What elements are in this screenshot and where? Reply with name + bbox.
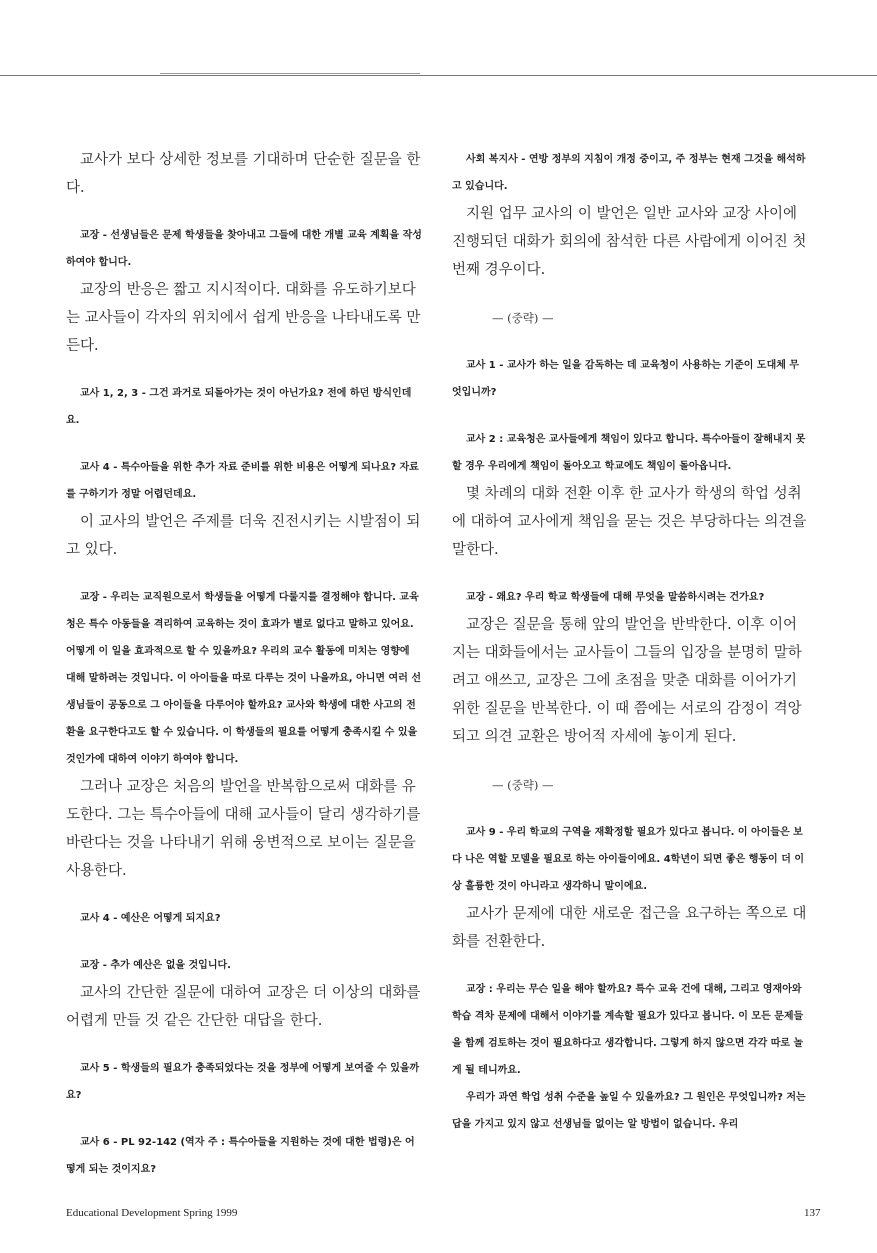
spacer xyxy=(452,284,808,304)
spacer xyxy=(452,956,808,976)
spacer xyxy=(452,799,808,819)
dialogue-paragraph: 교사 1, 2, 3 - 그건 과거로 되돌아가는 것이 아닌가요? 전에 하던 방식인데요. xyxy=(66,388,412,426)
narrative-paragraph: 교사가 보다 상세한 정보를 기대하며 단순한 질문을 한다. xyxy=(66,152,421,196)
omission-mark: — (중략) — xyxy=(492,778,554,792)
dialogue-paragraph: 교사 2 : 교육청은 교사들에게 책임이 있다고 합니다. 특수아들이 잘해내지 못할 경우 우리에게 책임이 돌아오고 학교에도 책임이 돌아옵니다. xyxy=(452,434,806,472)
spacer xyxy=(66,360,422,380)
spacer xyxy=(452,406,808,426)
narrative-paragraph: 이 교사의 발언은 주제를 더욱 진전시키는 시발점이 되고 있다. xyxy=(66,514,421,558)
header-rule xyxy=(0,75,877,76)
dialogue-paragraph: 우리가 과연 학업 성취 수준을 높일 수 있을까요? 그 원인은 무엇입니까? 저는 답을 가지고 있지 않고 선생님들 없이는 알 방법이 없습니다. 우리 xyxy=(452,1092,806,1130)
spacer xyxy=(66,885,422,905)
dialogue-paragraph: 사회 복지사 - 연방 정부의 지침이 개정 중이고, 주 정부는 현재 그것을 해석하고 있습니다. xyxy=(452,154,806,192)
left-column xyxy=(66,146,422,1183)
dialogue-paragraph: 교장 - 선생님들은 문제 학생들을 찾아내고 그들에 대한 개별 교육 계획을 작성하여야 합니다. xyxy=(66,230,422,268)
dialogue-paragraph: 교장 : 우리는 무슨 일을 해야 할까요? 특수 교육 건에 대해, 그리고 영재아와 학습 격차 문제에 대해서 이야기를 계속할 필요가 있다고 봅니다. 이 모든 문제들을 함께 검토하는 것이 필요하다고 생각합니다. 그렇게 하지 않으면 각각 따로 놀게 될 테니까요. xyxy=(452,984,804,1076)
narrative-paragraph: 그러나 교장은 처음의 발언을 반복함으로써 대화를 유도한다. 그는 특수아들에 대해 교사들이 달리 생각하기를 바란다는 것을 나타내기 위해 웅변적으로 보이는 질문을 사용한다. xyxy=(66,779,421,879)
narrative-paragraph: 교장은 질문을 통해 앞의 발언을 반박한다. 이후 이어지는 대화들에서는 교사들이 그들의 입장을 분명히 말하려고 애쓰고, 교장은 그에 초점을 맞춘 대화를 이어가기 위한 질문을 반복한다. 이 때 쯤에는 서로의 감정이 격앙되고 의견 교환은 방어적 자세에 놓이게 된다. xyxy=(452,617,802,745)
spacer xyxy=(66,932,422,952)
dialogue-paragraph: 교장 - 왜요? 우리 학교 학생들에 대해 무엇을 말씀하시려는 건가요? xyxy=(466,592,765,603)
dialogue-paragraph: 교장 - 추가 예산은 없을 것입니다. xyxy=(80,960,231,971)
omission-mark: — (중략) — xyxy=(492,311,554,325)
dialogue-paragraph: 교사 4 - 예산은 어떻게 되지요? xyxy=(80,913,221,924)
header-rule-accent xyxy=(160,73,420,74)
spacer xyxy=(66,1109,422,1129)
narrative-paragraph: 지원 업무 교사의 이 발언은 일반 교사와 교장 사이에 진행되던 대화가 회의에 참석한 다른 사람에게 이어진 첫 번째 경우이다. xyxy=(452,206,807,278)
dialogue-paragraph: 교사 5 - 학생들의 필요가 충족되었다는 것을 정부에 어떻게 보여줄 수 있을까요? xyxy=(66,1063,420,1101)
dialogue-paragraph: 교사 1 - 교사가 하는 일을 감독하는 데 교육청이 사용하는 기준이 도대체 무엇입니까? xyxy=(452,360,800,398)
narrative-paragraph: 교사가 문제에 대한 새로운 접근을 요구하는 쪽으로 대화를 전환한다. xyxy=(452,906,807,950)
dialogue-paragraph: 교사 9 - 우리 학교의 구역을 재확정할 필요가 있다고 봅니다. 이 아이들은 보다 나은 역할 모델을 필요로 하는 아이들이에요. 4학년이 되면 좋은 행동이 더 이상 훌륭한 것이 아니라고 생각하니 말이에요. xyxy=(452,827,804,892)
spacer xyxy=(66,1035,422,1055)
journal-footer: Educational Development Spring 1999 xyxy=(66,1207,238,1219)
dialogue-paragraph: 교사 4 - 특수아들을 위한 추가 자료 준비를 위한 비용은 어떻게 되나요? 자료를 구하기가 정말 어렵던데요. xyxy=(66,462,419,500)
spacer xyxy=(452,332,808,352)
spacer xyxy=(66,202,422,222)
narrative-paragraph: 몇 차례의 대화 전환 이후 한 교사가 학생의 학업 성취에 대하여 교사에게 책임을 묻는 것은 부당하다는 의견을 말한다. xyxy=(452,486,807,558)
narrative-paragraph: 교장의 반응은 짧고 지시적이다. 대화를 유도하기보다는 교사들이 각자의 위치에서 쉽게 반응을 나타내도록 만든다. xyxy=(66,282,421,354)
spacer xyxy=(452,751,808,771)
spacer xyxy=(66,434,422,454)
page-number: 137 xyxy=(804,1207,821,1219)
dialogue-paragraph: 교사 6 - PL 92-142 (역자 주 : 특수아들을 지원하는 것에 대한 법령)은 어떻게 되는 것이지요? xyxy=(66,1137,415,1175)
spacer xyxy=(66,564,422,584)
narrative-paragraph: 교사의 간단한 질문에 대하여 교장은 더 이상의 대화를 어렵게 만들 것 같은 간단한 대답을 한다. xyxy=(66,985,421,1029)
dialogue-paragraph: 교장 - 우리는 교직원으로서 학생들을 어떻게 다룰지를 결정해야 합니다. 교육청은 특수 아동들을 격리하여 교육하는 것이 효과가 별로 없다고 말하고 있어요. 어떻게 이 일을 효과적으로 할 수 있을까요? 우리의 교수 활동에 미치는 영향에 대해 말하려는 것입니다. 이 아이들을 따로 다루는 것이 나을까요, 아니면 여러 선생님들이 공동으로 그 아이들을 다루어야 할까요? 교사와 학생에 대한 사고의 전환을 요구한다고도 할 수 있습니다. 이 학생들의 필요를 어떻게 충족시킬 수 있을 것인가에 대하여 이야기 하여야 합니다. xyxy=(66,592,422,765)
spacer xyxy=(452,564,808,584)
right-column xyxy=(452,146,808,1138)
